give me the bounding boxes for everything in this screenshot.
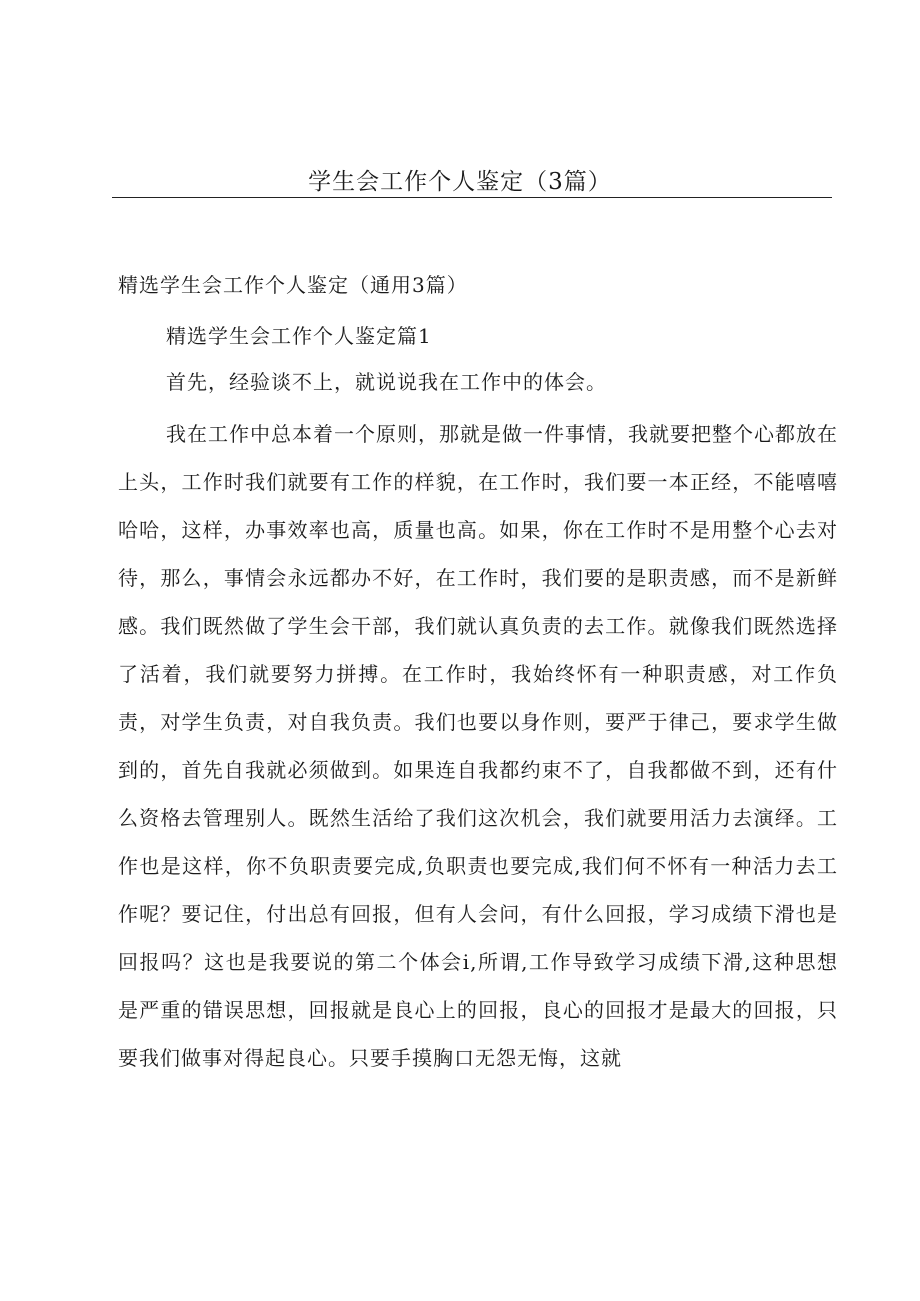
title-underline	[112, 197, 832, 198]
paragraph-main: 我在工作中总本着一个原则，那就是做一件事情，我就要把整个心都放在上头，工作时我们就要有工作的样貌，在工作时，我们要一本正经，不能嘻嘻哈哈，这样，办事效率也高，质量也高。如果，你在工作时不是用整个心去对待，那么，事情会永远都办不好，在工作时，我们要的是职责感，而不是新鲜感。我们既然做了学生会干部，我们就认真负责的去工作。就像我们既然选择了活着，我们就要努力拼搏。在工作时，我始终怀有一种职责感，对工作负责，对学生负责，对自我负责。我们也要以身作则，要严于律己，要求学生做到的，首先自我就必须做到。如果连自我都约束不了，自我都做不到，还有什么资格去管理别人。既然生活给了我们这次机会，我们就要用活力去演绎。工作也是这样，你不负职责要完成,负职责也要完成,我们何不怀有一种活力去工作呢？要记住，付出总有回报，但有人会问，有什么回报，学习成绩下滑也是回报吗？这也是我要说的第二个体会i,所谓,工作导致学习成绩下滑,这种思想是严重的错误思想，回报就是良心上的回报，良心的回报才是最大的回报，只要我们做事对得起良心。只要手摸胸口无怨无悔，这就	[118, 422, 838, 1070]
document-body	[118, 265, 838, 1082]
document-subtitle: 精选学生会工作个人鉴定（通用3篇）	[118, 273, 468, 297]
paragraph-intro: 首先，经验谈不上，就说说我在工作中的体会。	[166, 370, 607, 394]
section-heading: 精选学生会工作个人鉴定篇1	[166, 324, 432, 348]
page-title: 学生会工作个人鉴定（3篇）	[308, 169, 612, 195]
